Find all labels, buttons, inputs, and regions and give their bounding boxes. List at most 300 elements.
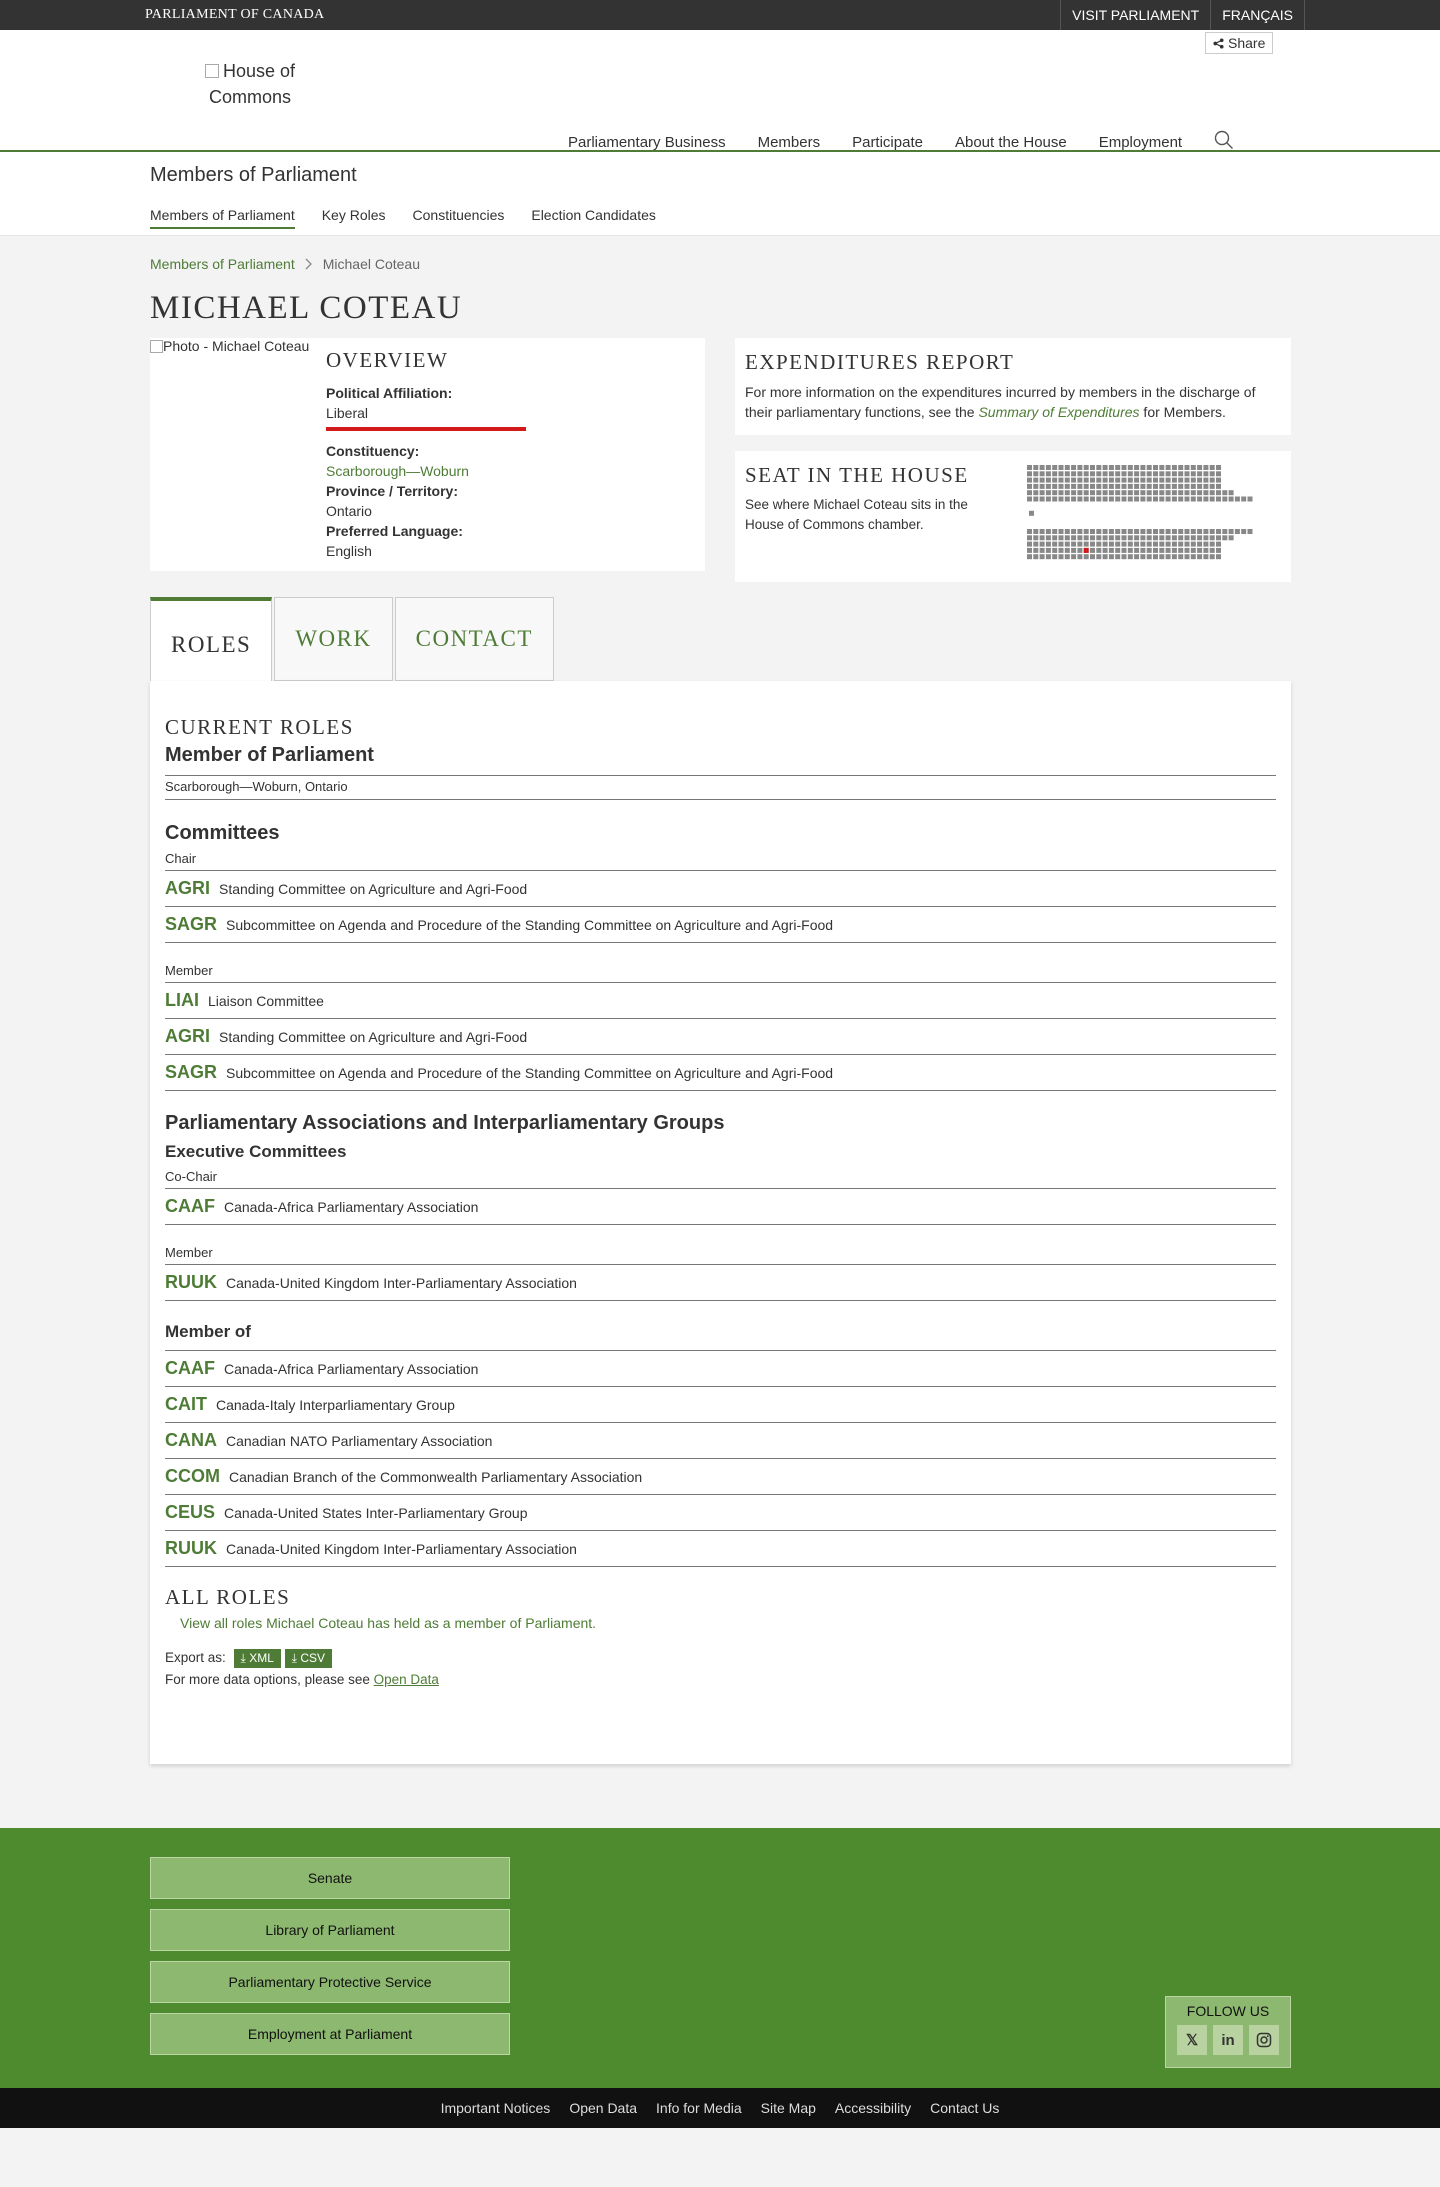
parliament-brand[interactable]: PARLIAMENT OF CANADA <box>145 7 325 22</box>
seat <box>1103 535 1108 540</box>
seat <box>1159 478 1164 483</box>
seat <box>1241 529 1246 534</box>
committee-row[interactable] <box>165 1055 1276 1091</box>
open-data-footer-link[interactable]: Open Data <box>569 2100 638 2116</box>
constituency-label: Constituency: <box>326 443 420 459</box>
seat <box>1128 465 1133 470</box>
committee-abbreviation[interactable]: CEUS <box>165 1502 216 1522</box>
seat <box>1059 490 1064 495</box>
breadcrumb-parent-link[interactable]: Members of Parliament <box>150 256 295 272</box>
seat <box>1109 471 1114 476</box>
seat <box>1153 542 1158 547</box>
seat <box>1052 490 1057 495</box>
members-subheader <box>0 152 1440 236</box>
nav-parliamentary-business[interactable]: Parliamentary Business <box>568 134 726 151</box>
seat <box>1166 542 1171 547</box>
seat <box>1153 554 1158 559</box>
seat <box>1216 478 1221 483</box>
association-row[interactable] <box>165 1387 1276 1423</box>
download-icon: ⤓ <box>240 1651 246 1665</box>
seat <box>1052 529 1057 534</box>
seat <box>1040 529 1045 534</box>
nav-members[interactable]: Members <box>757 134 821 151</box>
open-data-link[interactable]: Open Data <box>373 1672 439 1687</box>
seat <box>1229 529 1234 534</box>
chevron-right-icon <box>305 258 313 270</box>
committee-abbreviation[interactable]: RUUK <box>165 1538 217 1558</box>
seat <box>1166 548 1171 553</box>
seat <box>1065 490 1070 495</box>
seat <box>1115 465 1120 470</box>
seat <box>1216 497 1221 502</box>
seat <box>1040 465 1045 470</box>
seat <box>1159 484 1164 489</box>
seat <box>1033 497 1038 502</box>
seat <box>1103 484 1108 489</box>
seat <box>1153 484 1158 489</box>
association-row[interactable] <box>165 1351 1276 1387</box>
constituency-link[interactable]: Scarborough—Woburn <box>326 463 469 479</box>
seat <box>1096 535 1101 540</box>
committee-row[interactable] <box>165 1019 1276 1055</box>
seat <box>1178 535 1183 540</box>
seat <box>1109 497 1114 502</box>
seat <box>1103 478 1108 483</box>
seat <box>1197 465 1202 470</box>
seat <box>1178 529 1183 534</box>
subnav-members-of-parliament[interactable]: Members of Parliament <box>150 207 295 229</box>
seat <box>1159 542 1164 547</box>
committee-name: Canada-United Kingdom Inter-Parliamentary Association <box>226 1540 577 1557</box>
visit-parliament-link[interactable]: VISIT PARLIAMENT <box>1060 0 1210 30</box>
seat <box>1210 535 1215 540</box>
committees-heading: Committees <box>165 822 280 844</box>
committee-abbreviation[interactable]: CAIT <box>165 1394 207 1414</box>
seat <box>1241 497 1246 502</box>
seat <box>1109 542 1114 547</box>
seat <box>1090 471 1095 476</box>
seat <box>1203 490 1208 495</box>
seat <box>1172 529 1177 534</box>
nav-participate[interactable]: Participate <box>852 134 923 151</box>
seat <box>1128 497 1133 502</box>
accessibility-link[interactable]: Accessibility <box>834 2100 912 2116</box>
seat <box>1210 554 1215 559</box>
seat <box>1216 529 1221 534</box>
seat <box>1197 497 1202 502</box>
seat <box>1090 554 1095 559</box>
house-of-commons-logo[interactable] <box>180 58 320 110</box>
committee-abbreviation[interactable]: CAAF <box>165 1196 215 1216</box>
seat <box>1140 478 1145 483</box>
language-label: Preferred Language: <box>326 523 463 539</box>
committee-name: Canada-Italy Interparliamentary Group <box>216 1396 455 1413</box>
nav-employment[interactable]: Employment <box>1098 134 1183 151</box>
seat <box>1065 535 1070 540</box>
seat <box>1115 497 1120 502</box>
seat <box>1040 497 1045 502</box>
seat <box>1109 529 1114 534</box>
site-header <box>0 30 1440 152</box>
seat <box>1191 471 1196 476</box>
member-photo <box>150 338 309 354</box>
seat <box>1059 465 1064 470</box>
association-row[interactable] <box>165 1495 1276 1531</box>
member-of-heading: Member of <box>165 1321 1276 1351</box>
seat <box>1052 548 1057 553</box>
seat <box>1166 529 1171 534</box>
seat <box>1166 478 1171 483</box>
seat <box>1140 484 1145 489</box>
seat <box>1203 548 1208 553</box>
seat <box>1027 478 1032 483</box>
seat <box>1077 548 1082 553</box>
seat <box>1115 548 1120 553</box>
search-button[interactable] <box>1198 130 1234 154</box>
seat <box>1185 529 1190 534</box>
seat <box>1197 529 1202 534</box>
summary-of-expenditures-link[interactable]: Summary of Expenditures <box>978 404 1140 420</box>
province-label: Province / Territory: <box>326 483 459 499</box>
cochair-association-list <box>165 1189 1276 1225</box>
subnav-constituencies[interactable]: Constituencies <box>412 207 505 223</box>
footer-protective-service-link[interactable]: Parliamentary Protective Service <box>150 1961 510 2003</box>
seat <box>1191 497 1196 502</box>
seat <box>1134 478 1139 483</box>
seat <box>1052 478 1057 483</box>
seat <box>1159 465 1164 470</box>
export-csv-label: CSV <box>300 1651 325 1665</box>
seat <box>1065 471 1070 476</box>
seat <box>1096 548 1101 553</box>
committee-row[interactable] <box>165 907 1276 943</box>
seat <box>1090 535 1095 540</box>
seat <box>1077 465 1082 470</box>
seat <box>1090 478 1095 483</box>
seat <box>1033 554 1038 559</box>
seat <box>1128 554 1133 559</box>
seat <box>1103 554 1108 559</box>
seat <box>1059 542 1064 547</box>
seat <box>1084 471 1089 476</box>
seat <box>1185 490 1190 495</box>
share-button[interactable] <box>1205 32 1273 54</box>
seat <box>1065 529 1070 534</box>
seat <box>1096 554 1101 559</box>
seat <box>1185 471 1190 476</box>
seat <box>1122 554 1127 559</box>
seat <box>1122 484 1127 489</box>
instagram-icon[interactable] <box>1249 2025 1279 2055</box>
open-data-note <box>165 1672 1276 1687</box>
association-row[interactable] <box>165 1531 1276 1567</box>
seat <box>1059 484 1064 489</box>
association-row[interactable] <box>165 1189 1276 1225</box>
seat <box>1140 490 1145 495</box>
seat <box>1046 471 1051 476</box>
export-xml-button[interactable] <box>234 1649 281 1668</box>
seat <box>1109 548 1114 553</box>
seat <box>1059 554 1064 559</box>
important-notices-link[interactable]: Important Notices <box>440 2100 551 2116</box>
committee-name: Standing Committee on Agriculture and Agri-Food <box>219 1028 528 1045</box>
seat <box>1203 497 1208 502</box>
committee-abbreviation[interactable]: RUUK <box>165 1272 217 1292</box>
seat <box>1134 497 1139 502</box>
seat <box>1052 465 1057 470</box>
seat <box>1077 535 1082 540</box>
committee-abbreviation[interactable]: AGRI <box>165 1026 210 1046</box>
site-map-link[interactable]: Site Map <box>760 2100 816 2116</box>
committee-name: Canada-United Kingdom Inter-Parliamentary Association <box>226 1274 577 1291</box>
committee-abbreviation[interactable]: SAGR <box>165 1062 218 1082</box>
seat <box>1210 548 1215 553</box>
chair-committee-list <box>165 871 1276 943</box>
committee-row[interactable] <box>165 983 1276 1019</box>
seat <box>1122 490 1127 495</box>
language-toggle-link[interactable]: FRANÇAIS <box>1210 0 1305 30</box>
seat <box>1159 471 1164 476</box>
seat <box>1084 484 1089 489</box>
seat <box>1096 542 1101 547</box>
seat <box>1059 471 1064 476</box>
seat <box>1203 471 1208 476</box>
seat <box>1122 478 1127 483</box>
seat <box>1216 535 1221 540</box>
seat <box>1210 497 1215 502</box>
share-icon <box>1213 38 1224 49</box>
associations-heading: Parliamentary Associations and Interparliamentary Groups <box>165 1112 725 1134</box>
committee-abbreviation[interactable]: SAGR <box>165 914 218 934</box>
footer-senate-link[interactable]: Senate <box>150 1857 510 1899</box>
seat <box>1059 548 1064 553</box>
download-icon: ⤓ <box>291 1651 297 1665</box>
current-roles-heading: CURRENT ROLES <box>165 715 354 739</box>
seat <box>1210 465 1215 470</box>
seat <box>1235 497 1240 502</box>
affiliation-value: Liberal <box>326 405 369 421</box>
seat <box>1027 471 1032 476</box>
expenditures-text-before: For more information on the expenditures incurred by members in the discharge of their parliamentary functions, see the <box>745 384 1256 420</box>
site-footer <box>0 1828 1440 2088</box>
association-row[interactable] <box>165 1459 1276 1495</box>
seat <box>1027 542 1032 547</box>
seat <box>1216 548 1221 553</box>
seat <box>1084 497 1089 502</box>
seat <box>1109 490 1114 495</box>
seat <box>1191 465 1196 470</box>
seat <box>1059 535 1064 540</box>
seat <box>1248 529 1253 534</box>
export-csv-button[interactable] <box>285 1649 332 1668</box>
tab-contact[interactable]: CONTACT <box>395 597 554 681</box>
cochair-label: Co-Chair <box>165 1168 1276 1189</box>
seat <box>1203 542 1208 547</box>
seat <box>1103 471 1108 476</box>
seat <box>1185 484 1190 489</box>
subnav-key-roles[interactable]: Key Roles <box>321 207 386 223</box>
seat <box>1090 497 1095 502</box>
seat <box>1178 465 1183 470</box>
seat <box>1210 471 1215 476</box>
seat <box>1122 542 1127 547</box>
member-of-association-list <box>165 1351 1276 1567</box>
seat <box>1153 548 1158 553</box>
seat <box>1140 465 1145 470</box>
seat <box>1140 497 1145 502</box>
seat <box>1084 490 1089 495</box>
seat <box>1040 478 1045 483</box>
follow-us-label: FOLLOW US <box>1186 2003 1270 2019</box>
seat <box>1096 471 1101 476</box>
seat <box>1222 529 1227 534</box>
seat <box>1147 471 1152 476</box>
footer-library-link[interactable]: Library of Parliament <box>150 1909 510 1951</box>
section-title: Members of Parliament <box>150 164 357 186</box>
seat <box>1027 497 1032 502</box>
seat <box>1229 497 1234 502</box>
seat <box>1203 484 1208 489</box>
member-seat-marker[interactable] <box>1084 548 1089 553</box>
seat <box>1210 542 1215 547</box>
follow-us-box <box>1165 1996 1291 2068</box>
seat <box>1109 535 1114 540</box>
committee-abbreviation[interactable]: CANA <box>165 1430 217 1450</box>
seat <box>1027 554 1032 559</box>
chair-label: Chair <box>165 850 1276 871</box>
seat <box>1210 529 1215 534</box>
seat <box>1033 535 1038 540</box>
seat <box>1065 465 1070 470</box>
seat <box>1166 554 1171 559</box>
seat <box>1040 484 1045 489</box>
seat <box>1191 490 1196 495</box>
committee-abbreviation[interactable]: AGRI <box>165 878 210 898</box>
seat <box>1096 465 1101 470</box>
seat <box>1077 471 1082 476</box>
page-title: MICHAEL COTEAU <box>150 290 463 326</box>
seat <box>1065 484 1070 489</box>
committee-abbreviation[interactable]: CAAF <box>165 1358 215 1378</box>
main-navigation <box>552 134 1234 154</box>
seat <box>1071 471 1076 476</box>
seat <box>1077 490 1082 495</box>
seat <box>1029 511 1034 516</box>
seat <box>1216 465 1221 470</box>
seat <box>1159 529 1164 534</box>
seat <box>1046 535 1051 540</box>
seat <box>1071 548 1076 553</box>
seat <box>1046 497 1051 502</box>
seat <box>1090 542 1095 547</box>
x-twitter-icon[interactable]: 𝕏 <box>1177 2025 1207 2055</box>
seat <box>1052 484 1057 489</box>
seat <box>1172 542 1177 547</box>
association-row[interactable] <box>165 1265 1276 1301</box>
footer-employment-link[interactable]: Employment at Parliament <box>150 2013 510 2055</box>
seat <box>1166 535 1171 540</box>
seat <box>1065 478 1070 483</box>
seat <box>1172 554 1177 559</box>
seat <box>1178 542 1183 547</box>
seat <box>1052 554 1057 559</box>
seat <box>1172 535 1177 540</box>
committee-abbreviation[interactable]: CCOM <box>165 1466 220 1486</box>
roles-content <box>165 714 1276 1687</box>
seat <box>1090 465 1095 470</box>
committee-name: Subcommittee on Agenda and Procedure of the Standing Committee on Agriculture and Agri-Food <box>226 1064 834 1081</box>
seat <box>1071 478 1076 483</box>
seat <box>1065 542 1070 547</box>
seat <box>1153 497 1158 502</box>
seat <box>1178 478 1183 483</box>
committee-member-label: Member <box>165 962 1276 983</box>
seat <box>1172 497 1177 502</box>
committee-name: Canadian Branch of the Commonwealth Parliamentary Association <box>229 1468 643 1485</box>
seat <box>1096 529 1101 534</box>
broken-image-icon <box>150 340 163 353</box>
linkedin-icon[interactable]: in <box>1213 2025 1243 2055</box>
seat <box>1178 471 1183 476</box>
association-row[interactable] <box>165 1423 1276 1459</box>
seat <box>1027 548 1032 553</box>
committee-name: Canada-United States Inter-Parliamentary Group <box>224 1504 528 1521</box>
seat <box>1147 529 1152 534</box>
seat <box>1033 465 1038 470</box>
nav-about-the-house[interactable]: About the House <box>954 134 1067 151</box>
seat <box>1147 497 1152 502</box>
info-for-media-link[interactable]: Info for Media <box>656 2100 742 2116</box>
seat <box>1185 542 1190 547</box>
expenditures-heading: EXPENDITURES REPORT <box>745 350 1015 374</box>
expenditures-text-after: for Members. <box>1139 404 1226 420</box>
seat <box>1090 529 1095 534</box>
seat <box>1046 554 1051 559</box>
committee-name: Subcommittee on Agenda and Procedure of the Standing Committee on Agriculture and Agri-Food <box>226 916 834 933</box>
seat <box>1122 535 1127 540</box>
contact-us-link[interactable]: Contact Us <box>930 2100 1000 2116</box>
committee-abbreviation[interactable]: LIAI <box>165 990 199 1010</box>
seat <box>1147 478 1152 483</box>
seat <box>1203 554 1208 559</box>
seat <box>1159 548 1164 553</box>
tab-roles[interactable]: ROLES <box>150 597 272 681</box>
seat <box>1222 535 1227 540</box>
seat <box>1197 554 1202 559</box>
seat <box>1040 554 1045 559</box>
export-xml-label: XML <box>249 1651 274 1665</box>
seat <box>1197 478 1202 483</box>
seat <box>1147 465 1152 470</box>
seat <box>1172 465 1177 470</box>
seat-card <box>735 451 1291 582</box>
overview-details <box>326 348 526 561</box>
seat <box>1059 497 1064 502</box>
seat <box>1046 478 1051 483</box>
seat <box>1040 490 1045 495</box>
seat <box>1033 490 1038 495</box>
subnav-election-candidates[interactable]: Election Candidates <box>531 207 656 223</box>
view-all-roles-link[interactable]: View all roles Michael Coteau has held as a member of Parliament. <box>180 1615 597 1631</box>
tab-work[interactable]: WORK <box>274 597 392 681</box>
seat <box>1185 535 1190 540</box>
seat-heading: SEAT IN THE HOUSE <box>745 463 969 487</box>
seat <box>1052 542 1057 547</box>
seat <box>1185 478 1190 483</box>
seat-map[interactable] <box>1027 463 1259 571</box>
seat <box>1077 484 1082 489</box>
committee-row[interactable] <box>165 871 1276 907</box>
